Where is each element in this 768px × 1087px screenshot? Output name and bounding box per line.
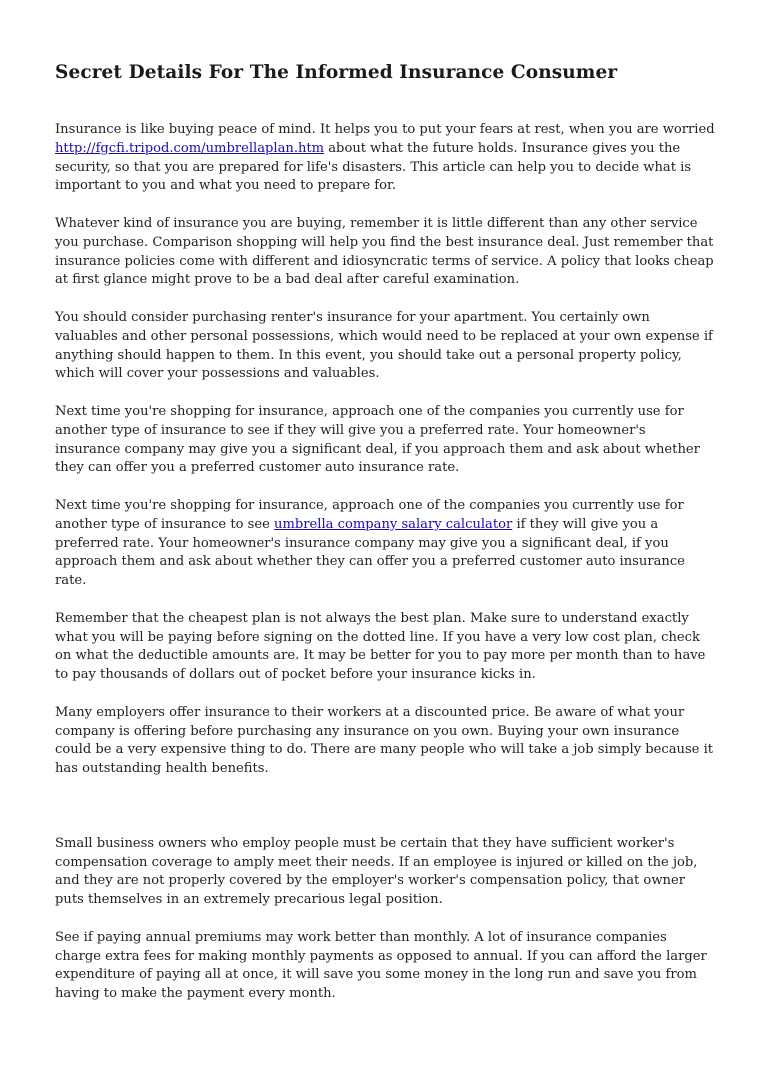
paragraph-5 <box>55 497 715 591</box>
paragraph-9: See if paying annual premiums may work better than monthly. A lot of insurance companies charge extra fees for making monthly payments as opposed to annual. If you can afford the larger expenditure of paying all at once, it will save you some money in the long run and save you from having to make the payment every month. <box>55 929 707 1002</box>
paragraph-2: Whatever kind of insurance you are buying, remember it is little different than any other service you purchase. Comparison shopping will help you find the best insurance deal. Just remember that insurance policies come with different and idiosyncratic terms of service. A policy that looks cheap at first glance might prove to be a bad deal after careful examination. <box>55 215 714 288</box>
paragraph-1 <box>55 121 715 196</box>
salary-calculator-link[interactable]: umbrella company salary calculator <box>274 516 513 532</box>
paragraph-3: You should consider purchasing renter's insurance for your apartment. You certainly own valuables and other personal possessions, which would need to be replaced at your own expense if anything should happen to them. In this event, you should take out a personal property policy, which will cover your possessions and valuables. <box>55 309 713 382</box>
page-title: Secret Details For The Informed Insurance Consumer <box>55 62 618 83</box>
paragraph-1-text-before: Insurance is like buying peace of mind. It helps you to put your fears at rest, when you are worried <box>55 122 715 137</box>
paragraph-4: Next time you're shopping for insurance, approach one of the companies you currently use for another type of insurance to see if they will give you a preferred rate. Your homeowner's insurance company may give you a significant deal, if you approach them and ask about whether they can offer you a preferred customer auto insurance rate. <box>55 403 700 476</box>
paragraph-1-text-after: about what the future holds. Insurance gives you the security, so that you are prepared for life's disasters. This article can help you to decide what is important to you and what you need to prepare for. <box>55 140 692 194</box>
paragraph-8: Small business owners who employ people must be certain that they have sufficient worker's compensation coverage to amply meet their needs. If an employee is injured or killed on the job, and they are not properly covered by the employer's worker's compensation policy, that owner puts themselves in an extremely precarious legal position. <box>55 835 698 908</box>
umbrella-plan-link[interactable]: http://fgcfi.tripod.com/umbrellaplan.htm <box>55 140 325 156</box>
paragraph-5-text-before: Next time you're shopping for insurance, approach one of the companies you currently use for another type of insurance to see <box>55 497 684 532</box>
paragraph-6: Remember that the cheapest plan is not always the best plan. Make sure to understand exactly what you will be paying before signing on the dotted line. If you have a very low cost plan, check on what the deductible amounts are. It may be better for you to pay more per month than to have to pay thousands of dollars out of pocket before your insurance kicks in. <box>55 610 706 683</box>
paragraph-5-text-after: if they will give you a preferred rate. Your homeowner's insurance company may give you a significant deal, if you approach them and ask about whether they can offer you a preferred customer auto insurance rate. <box>55 516 685 589</box>
document-page <box>55 60 715 1004</box>
paragraph-7: Many employers offer insurance to their workers at a discounted price. Be aware of what your company is offering before purchasing any insurance on you own. Buying your own insurance could be a very expensive thing to do. There are many people who will take a job simply because it has outstanding health benefits. <box>55 704 714 777</box>
